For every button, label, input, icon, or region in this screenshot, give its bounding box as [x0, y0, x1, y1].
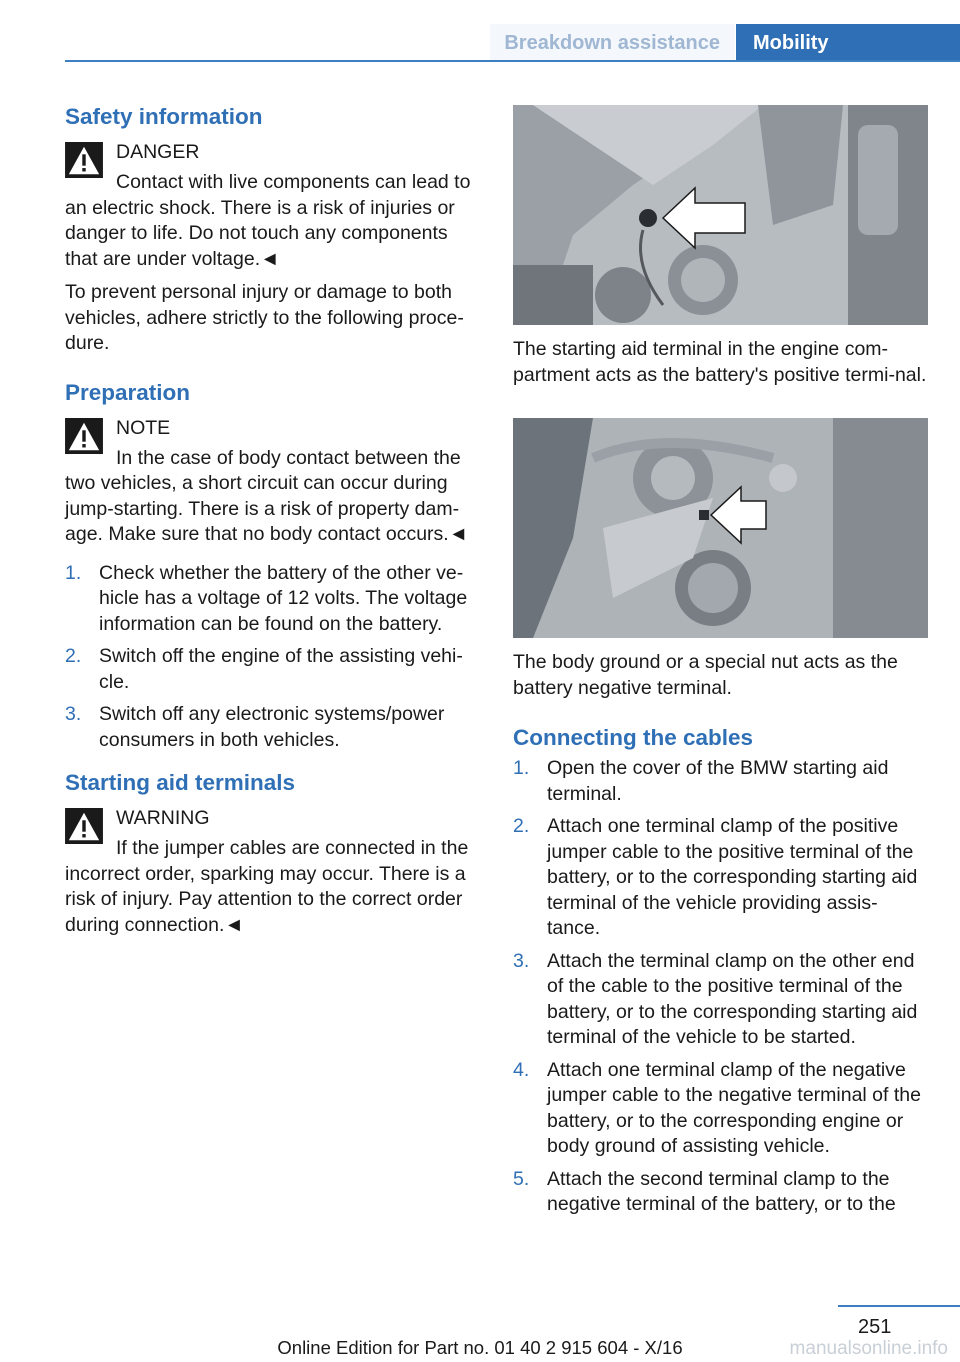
left-column — [65, 102, 483, 938]
list-item: 1. Open the cover of the BMW starting aid terminal. — [513, 757, 889, 805]
engine-compartment-positive-terminal-image — [513, 105, 928, 325]
negative-terminal-caption: The body ground or a special nut acts as the battery negative terminal. — [513, 651, 898, 699]
terminals-heading: Starting aid terminals — [65, 770, 296, 795]
safety-heading: Safety information — [65, 104, 263, 129]
danger-text: Contact with live components can lead to an electric shock. There is a risk of injuries or danger to life. Do not touch any components that are under voltage.◄ — [65, 171, 471, 270]
page-number: 251 — [858, 1316, 892, 1338]
positive-terminal-caption: The starting aid terminal in the engine com-partment acts as the battery's positive termi-nal. — [513, 338, 927, 386]
list-item: 4. Attach one terminal clamp of the negative jumper cable to the negative terminal of the battery, or to the corresponding engine or body ground of assisting vehicle. — [513, 1058, 921, 1157]
preparation-heading: Preparation — [65, 379, 191, 405]
list-item: 3. Attach the terminal clamp on the other end of the cable to the positive terminal of the battery, or to the corresponding starting aid terminal of the vehicle to be started. — [513, 949, 918, 1048]
header-chapter-title: Mobility — [753, 32, 829, 54]
connecting-heading: Connecting the cables — [513, 725, 754, 750]
warning-triangle-icon — [65, 808, 103, 844]
edition-footer: Online Edition for Part no. 01 40 2 915 604 - X/16 — [277, 1337, 683, 1358]
connecting-steps — [513, 756, 928, 1218]
warning-text: If the jumper cables are connected in the incorrect order, sparking may occur. There is a risk of injury. Pay attention to the correct order during connection.◄ — [65, 837, 469, 936]
warning-label: WARNING — [116, 807, 210, 829]
safety-paragraph: To prevent personal injury or damage to both vehicles, adhere strictly to the following proce-dure. — [65, 281, 464, 354]
preparation-steps — [65, 561, 483, 754]
footer-rule — [838, 1305, 960, 1307]
list-item: 2. Switch off the engine of the assisting vehi-cle. — [65, 645, 463, 693]
note-text: In the case of body contact between the two vehicles, a short circuit can occur during jump-starting. There is a risk of property dam-age. Make sure that no body contact occurs.◄ — [65, 446, 469, 545]
warning-triangle-icon — [65, 418, 103, 454]
danger-label: DANGER — [116, 141, 200, 163]
watermark: manualsonline.info — [789, 1338, 948, 1359]
warning-block — [65, 804, 483, 938]
danger-block — [65, 138, 483, 272]
list-item: 1. Check whether the battery of the other ve-hicle has a voltage of 12 volts. The voltage information can be found on the battery. — [65, 561, 468, 635]
right-column — [513, 105, 928, 1225]
header-section-title: Breakdown assistance — [504, 32, 720, 54]
list-item: 2. Attach one terminal clamp of the positive jumper cable to the positive terminal of the battery, or to the corresponding starting aid terminal of the vehicle providing assis-tance. — [513, 815, 918, 939]
note-label: NOTE — [116, 416, 171, 439]
header-rule — [65, 60, 960, 62]
engine-compartment-negative-terminal-image — [513, 418, 928, 638]
note-block — [65, 414, 483, 548]
list-item: 3. Switch off any electronic systems/power consumers in both vehicles. — [65, 703, 445, 751]
list-item: 5. Attach the second terminal clamp to the negative terminal of the battery, or to the — [513, 1167, 896, 1215]
warning-triangle-icon — [65, 142, 103, 178]
